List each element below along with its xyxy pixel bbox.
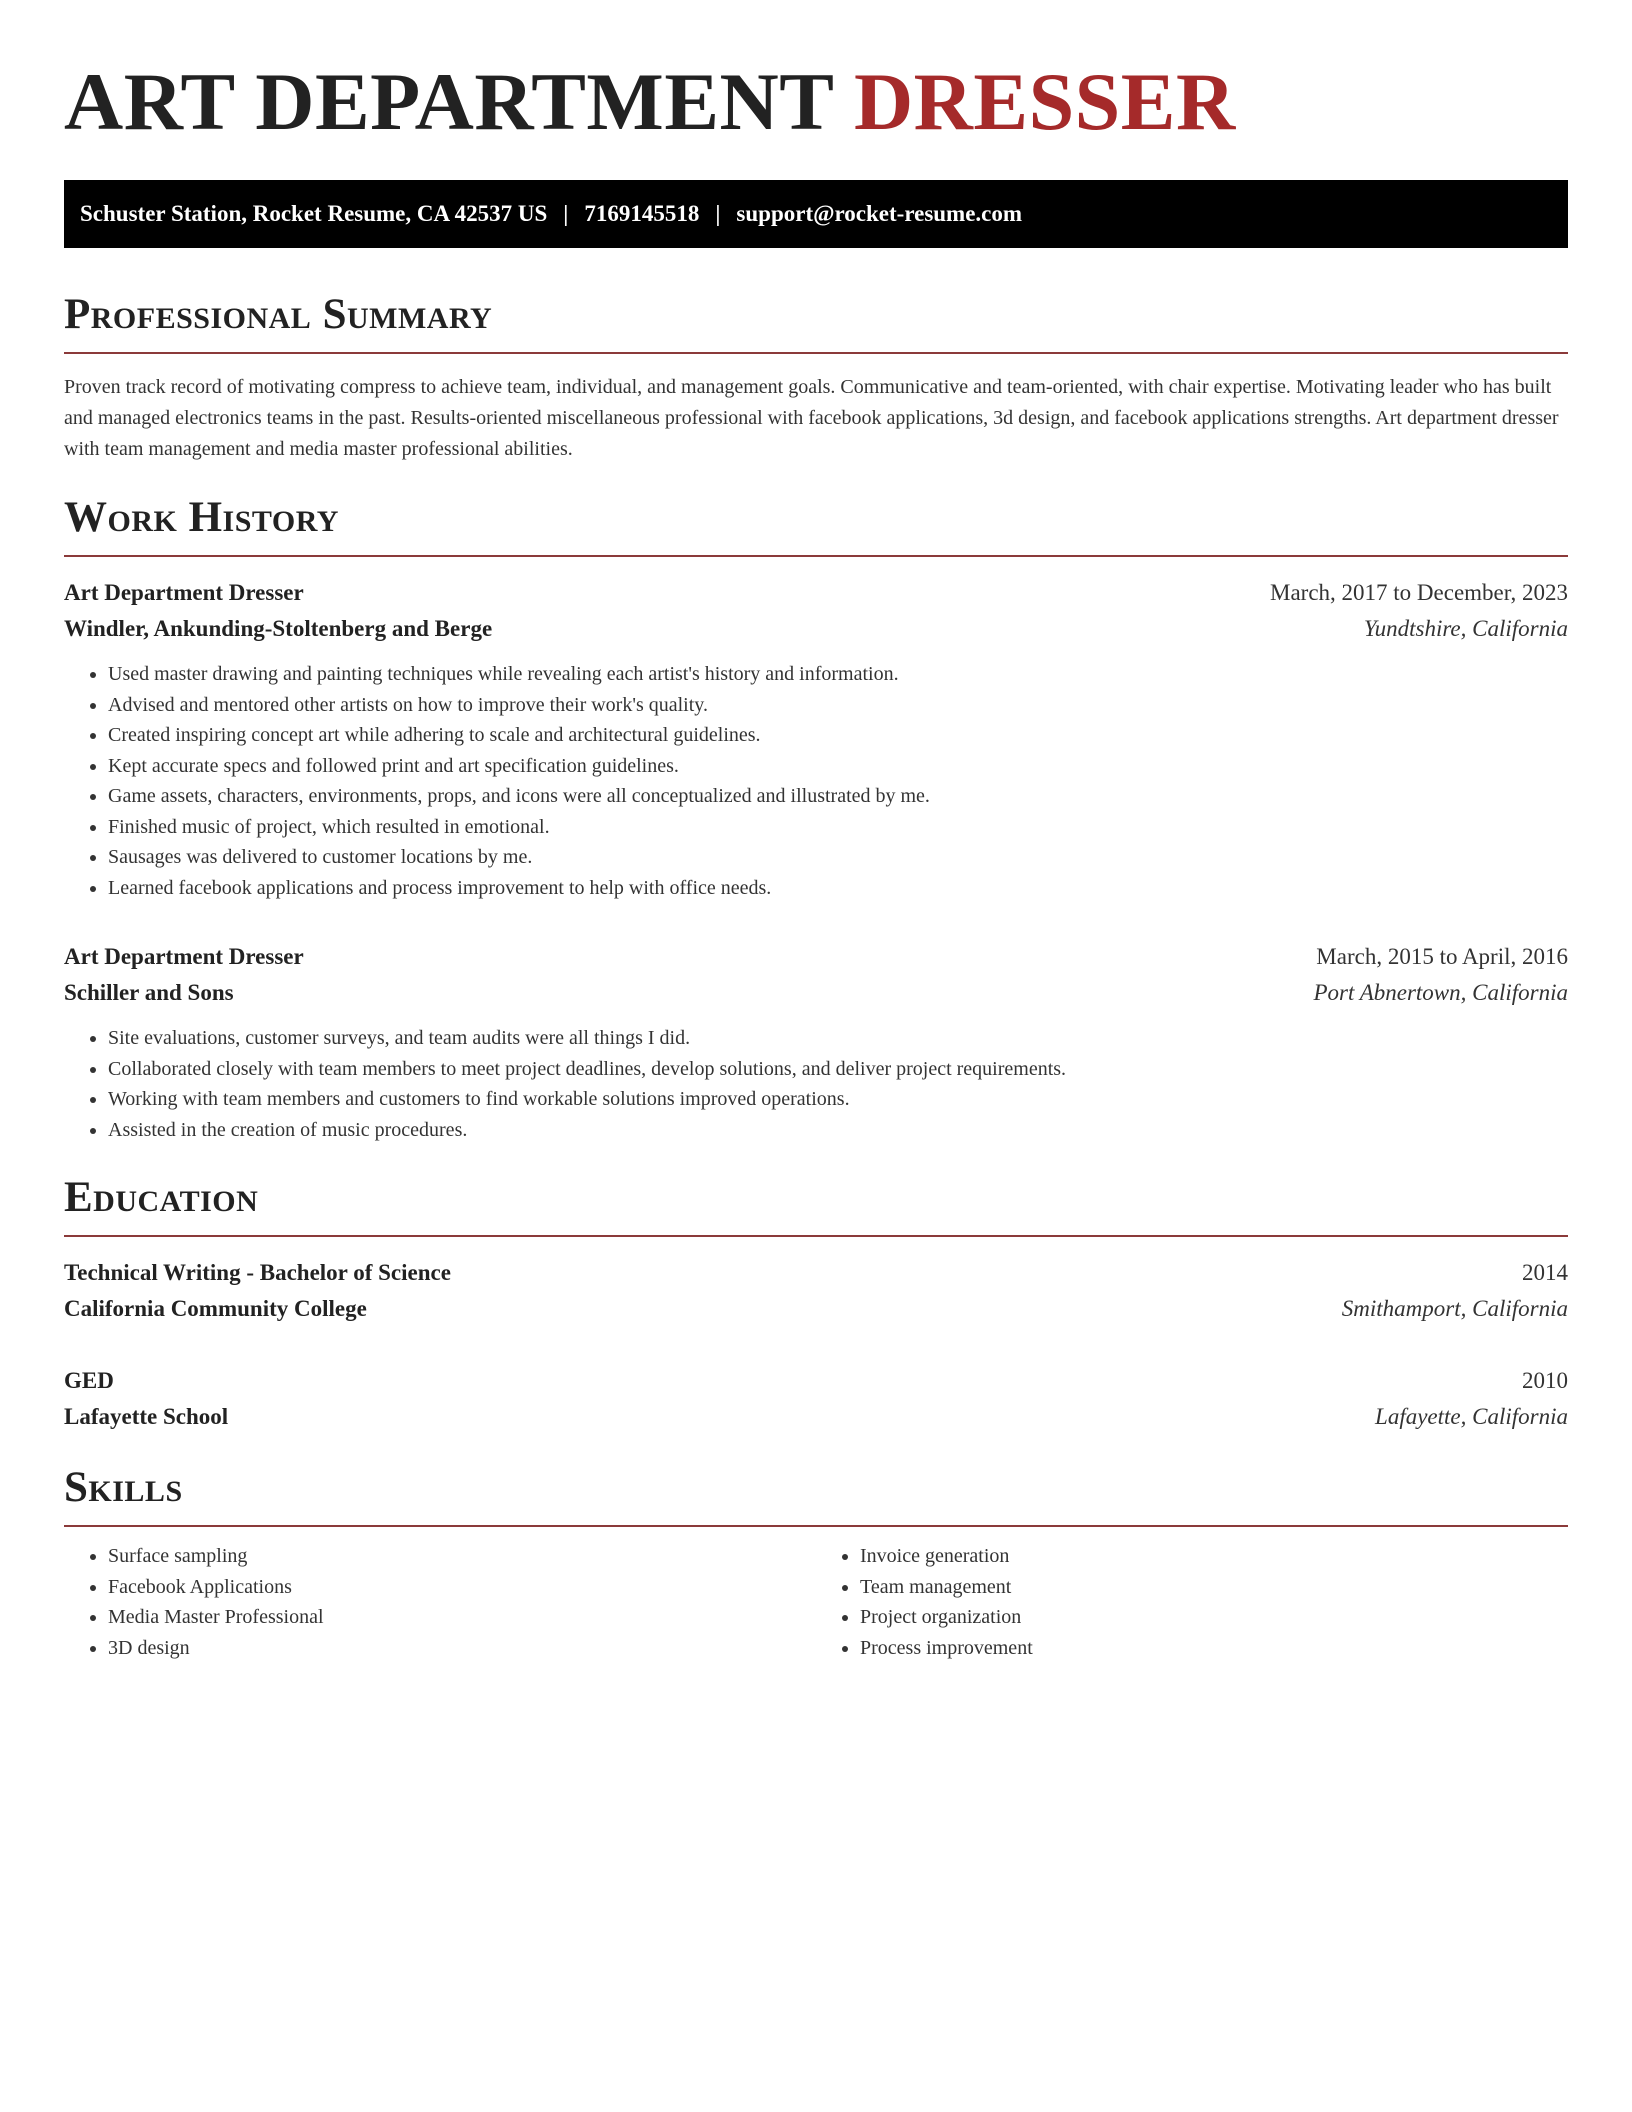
education-degree: Technical Writing - Bachelor of Science [64, 1260, 451, 1285]
skill-item: • Facebook Applications [108, 1572, 816, 1603]
job-bullet: • Collaborated closely with team members to meet project deadlines, develop solutions, and deliver project requirements. [108, 1054, 1568, 1085]
job-bullet: • Used master drawing and painting techniques while revealing each artist's history and information. [108, 659, 1568, 690]
skill-item: • Process improvement [860, 1633, 1568, 1664]
education-school: Lafayette School [64, 1404, 229, 1429]
contact-email: support@rocket-resume.com [736, 201, 1023, 226]
job-bullet: • Finished music of project, which resulted in emotional. [108, 812, 1568, 843]
skills-section [64, 1459, 1568, 1663]
job-dates: March, 2017 to December, 2023 [1270, 580, 1568, 605]
skills-grid [64, 1541, 1568, 1663]
work-history-heading: Work History [64, 489, 1568, 557]
job-entry [64, 939, 1568, 1145]
job-company: Windler, Ankunding-Stoltenberg and Berge [64, 616, 493, 641]
summary-section [64, 286, 1568, 465]
education-entry [64, 1363, 1568, 1435]
skill-item: • Surface sampling [108, 1541, 816, 1572]
name-last: DRESSER [853, 56, 1236, 147]
contact-bar [64, 180, 1568, 248]
job-bullet: • Working with team members and customers to find workable solutions improved operations. [108, 1084, 1568, 1115]
skill-item: • 3D design [108, 1633, 816, 1664]
education-year: 2014 [1522, 1260, 1568, 1285]
education-school: California Community College [64, 1296, 367, 1321]
skills-heading: Skills [64, 1459, 1568, 1527]
skill-item: • Media Master Professional [108, 1602, 816, 1633]
education-location: Smithamport, California [1341, 1296, 1568, 1321]
education-header-row [64, 1255, 1568, 1291]
education-entry [64, 1255, 1568, 1327]
education-location: Lafayette, California [1375, 1404, 1568, 1429]
work-history-section [64, 489, 1568, 1145]
summary-text: Proven track record of motivating compress to achieve team, individual, and management goals. Communicative and team-oriented, with chair expertise. Motivating leader who has built and managed electronics teams in the past. Results-oriented miscellaneous professional with facebook applications, 3d design, and facebook applications strengths. Art department dresser with team management and media master professional abilities. [64, 376, 1559, 460]
job-bullet: • Game assets, characters, environments, props, and icons were all conceptualized and illustrated by me. [108, 781, 1568, 812]
job-bullet: • Assisted in the creation of music procedures. [108, 1115, 1568, 1146]
job-company-row [64, 611, 1568, 647]
job-location: Yundtshire, California [1363, 616, 1568, 641]
contact-separator: | [563, 201, 569, 226]
education-section [64, 1169, 1568, 1435]
job-title: Art Department Dresser [64, 944, 304, 969]
job-dates: March, 2015 to April, 2016 [1316, 944, 1568, 969]
job-bullets [64, 1023, 1568, 1145]
job-bullet: • Sausages was delivered to customer locations by me. [108, 842, 1568, 873]
skills-column-left [64, 1541, 816, 1663]
contact-phone: 7169145518 [584, 201, 700, 226]
education-school-row [64, 1399, 1568, 1435]
job-location: Port Abnertown, California [1313, 980, 1568, 1005]
skills-column-right [816, 1541, 1568, 1663]
job-bullet: • Kept accurate specs and followed print and art specification guidelines. [108, 751, 1568, 782]
job-header-row [64, 939, 1568, 975]
name-first: ART DEPARTMENT [64, 56, 833, 147]
education-degree: GED [64, 1368, 114, 1393]
summary-heading: Professional Summary [64, 286, 1568, 354]
job-bullets [64, 659, 1568, 903]
job-company-row [64, 975, 1568, 1011]
job-entry [64, 575, 1568, 903]
education-heading: Education [64, 1169, 1568, 1237]
job-bullet: • Site evaluations, customer surveys, and team audits were all things I did. [108, 1023, 1568, 1054]
resume-name [64, 52, 1568, 152]
job-header-row [64, 575, 1568, 611]
job-bullet: • Created inspiring concept art while adhering to scale and architectural guidelines. [108, 720, 1568, 751]
job-bullet: • Advised and mentored other artists on how to improve their work's quality. [108, 690, 1568, 721]
contact-address: Schuster Station, Rocket Resume, CA 42537 US [80, 201, 548, 226]
education-year: 2010 [1522, 1368, 1568, 1393]
job-company: Schiller and Sons [64, 980, 234, 1005]
contact-separator: | [715, 201, 721, 226]
job-title: Art Department Dresser [64, 580, 304, 605]
job-bullet: • Learned facebook applications and process improvement to help with office needs. [108, 873, 1568, 904]
skill-item: • Team management [860, 1572, 1568, 1603]
skill-item: • Project organization [860, 1602, 1568, 1633]
education-school-row [64, 1291, 1568, 1327]
skill-item: • Invoice generation [860, 1541, 1568, 1572]
education-header-row [64, 1363, 1568, 1399]
